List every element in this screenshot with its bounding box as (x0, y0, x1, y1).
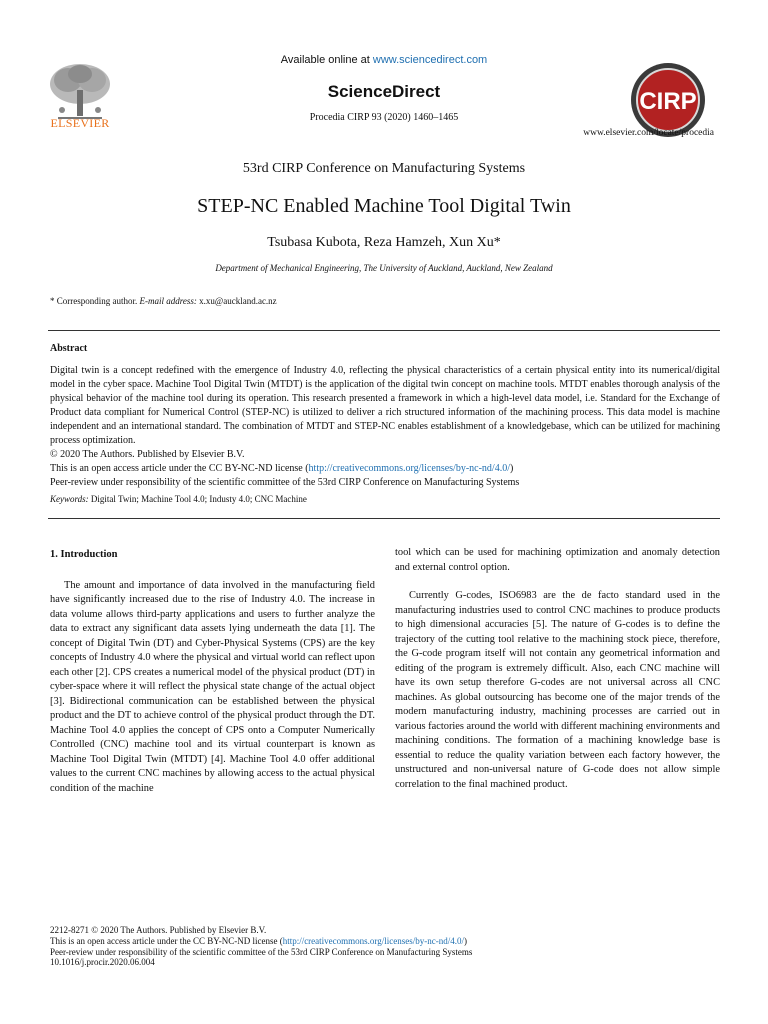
cirp-logo-text: CIRP (639, 88, 697, 115)
abstract-peer-review: Peer-review under responsibility of the scientific committee of the 53rd CIRP Conference on Manufacturing Systems (50, 477, 520, 488)
divider-top (48, 330, 720, 331)
author-affiliation: Department of Mechanical Engineering, The University of Auckland, Auckland, New Zealand (215, 263, 553, 273)
license-prefix: This is an open access article under the CC BY-NC-ND license ( (50, 463, 309, 474)
elsevier-wordmark: ELSEVIER (50, 116, 110, 130)
footer-peer-review: Peer-review under responsibility of the scientific committee of the 53rd CIRP Conference on Manufacturing Systems (50, 946, 473, 957)
email-label: E-mail address: (139, 296, 197, 306)
section-heading-introduction: 1. Introduction (50, 549, 118, 560)
journal-homepage[interactable]: www.elsevier.com/locate/procedia (583, 128, 714, 138)
footer-doi[interactable]: 10.1016/j.procir.2020.06.004 (50, 957, 155, 968)
intro-paragraph-1-continued: tool which can be used for machining optimization and anomaly detection and external control option. (395, 547, 720, 573)
license-suffix: ) (509, 463, 514, 474)
column-left (50, 546, 375, 810)
corresponding-author (50, 296, 277, 306)
keywords-list: Digital Twin; Machine Tool 4.0; Industy 4.0; CNC Machine (88, 494, 307, 504)
abstract-text: Digital twin is a concept redefined with the emergence of Industry 4.0, reflecting the physical characteristics of a certain physical entity into its numerical/digital model in the cyber space. Machine Tool Digital Twin (MTDT) is the application of the digital twin concept on machine tools. MTDT enables thorough analysis of the physical behavior of the machine tool during its operation. This research presented a framework in which a high-level data model, i.e. Standard for the Exchange of Product data compliant for Numerical Control (STEP-NC) is utilized to deliver a rich structured information of the machining process. This data model is machine independent and an international standard. The combination of MTDT and STEP-NC enables establishment of a knowledgebase, which can be utilized for machining process optimization. (50, 365, 720, 446)
conference-name: 53rd CIRP Conference on Manufacturing Systems (242, 161, 526, 176)
footer-issn: 2212-8271 © 2020 The Authors. Published by Elsevier B.V. (50, 925, 267, 935)
abstract-copyright: © 2020 The Authors. Published by Elsevier B.V. (50, 449, 245, 460)
abstract-license (50, 462, 720, 476)
sciencedirect-brand: ScienceDirect (327, 82, 441, 101)
corresponding-prefix: * Corresponding author. (50, 296, 140, 306)
paper-title: STEP-NC Enabled Machine Tool Digital Twin (197, 195, 571, 217)
keywords-label: Keywords: (50, 494, 89, 504)
corresponding-email[interactable]: x.xu@auckland.ac.nz (196, 296, 277, 306)
intro-paragraph-2: Currently G-codes, ISO6983 are the de facto standard used in the manufacturing industries used to control CNC machines to produce products to high dimensional accuracies [5]. The nature of G-codes is to define the trajectory of the cutting tool relative to the machining stock piece, therefore, the G-code program itself will not contain any geometrical information and editing of the program is extremely difficult. Also, each CNC machine will have its own setup therefore G-codes are not universal across all CNC machines. As global outsourcing has become one of the major trends of the modern manufacturing industry, machining processes are carried out in various factories around the world with different machining environments and machining conditions. The formation of a machining knowledge base is essential to reduce the quality variation between each factory however, the unstructured and non-universal nature of G-code does not allow simple correlation to the final machined product. (395, 590, 721, 790)
journal-reference: Procedia CIRP 93 (2020) 1460–1465 (309, 112, 459, 123)
column-right (395, 546, 720, 806)
license-link[interactable]: http://creativecommons.org/licenses/by-nc-nd/4.0/ (308, 463, 510, 474)
footer-license-link[interactable]: http://creativecommons.org/licenses/by-nc-nd/4.0/ (282, 935, 464, 946)
abstract (50, 364, 720, 506)
footer (50, 925, 720, 968)
paper-authors: Tsubasa Kubota, Reza Hamzeh, Xun Xu* (267, 235, 501, 250)
available-prefix: Available online at (280, 54, 370, 66)
footer-license-suffix: ) (463, 935, 467, 946)
intro-paragraph-1: The amount and importance of data involved in the manufacturing field have significantly increased due to the rise of Industry 4.0. The increase in data volume allows third-party applications and users to further analyze the data to extract any significant data assets lying underneath the data [1]. The concept of Digital Twin (DT) and Cyber-Physical Systems (CPS) are the key concepts of Industry 4.0 where the physical and virtual world can reflect upon each other [2]. CPS creates a numerical model of the physical product (DT) in cyber-space where it will reflect the physical state change of the actual object [3]. Bidirectional communication can be established between the physical product and the DT to achieve control of the physical product through the DT. Machine Tool 4.0 applies the concept of CPS onto a Computer Numerically Controlled (CNC) machine tool and its virtual counterpart is known as Machine Tool Digital Twin (MTDT) [4]. Machine Tool 4.0 offer additional values to the current CNC machines by allowing access to the actual physical condition of the machine (50, 579, 375, 794)
footer-license-prefix: This is an open access article under the CC BY-NC-ND license ( (50, 935, 283, 946)
abstract-heading: Abstract (50, 343, 88, 354)
sciencedirect-link[interactable]: www.sciencedirect.com (372, 54, 488, 66)
keywords (50, 492, 720, 506)
footer-license (50, 936, 720, 947)
divider-bottom (48, 518, 720, 519)
